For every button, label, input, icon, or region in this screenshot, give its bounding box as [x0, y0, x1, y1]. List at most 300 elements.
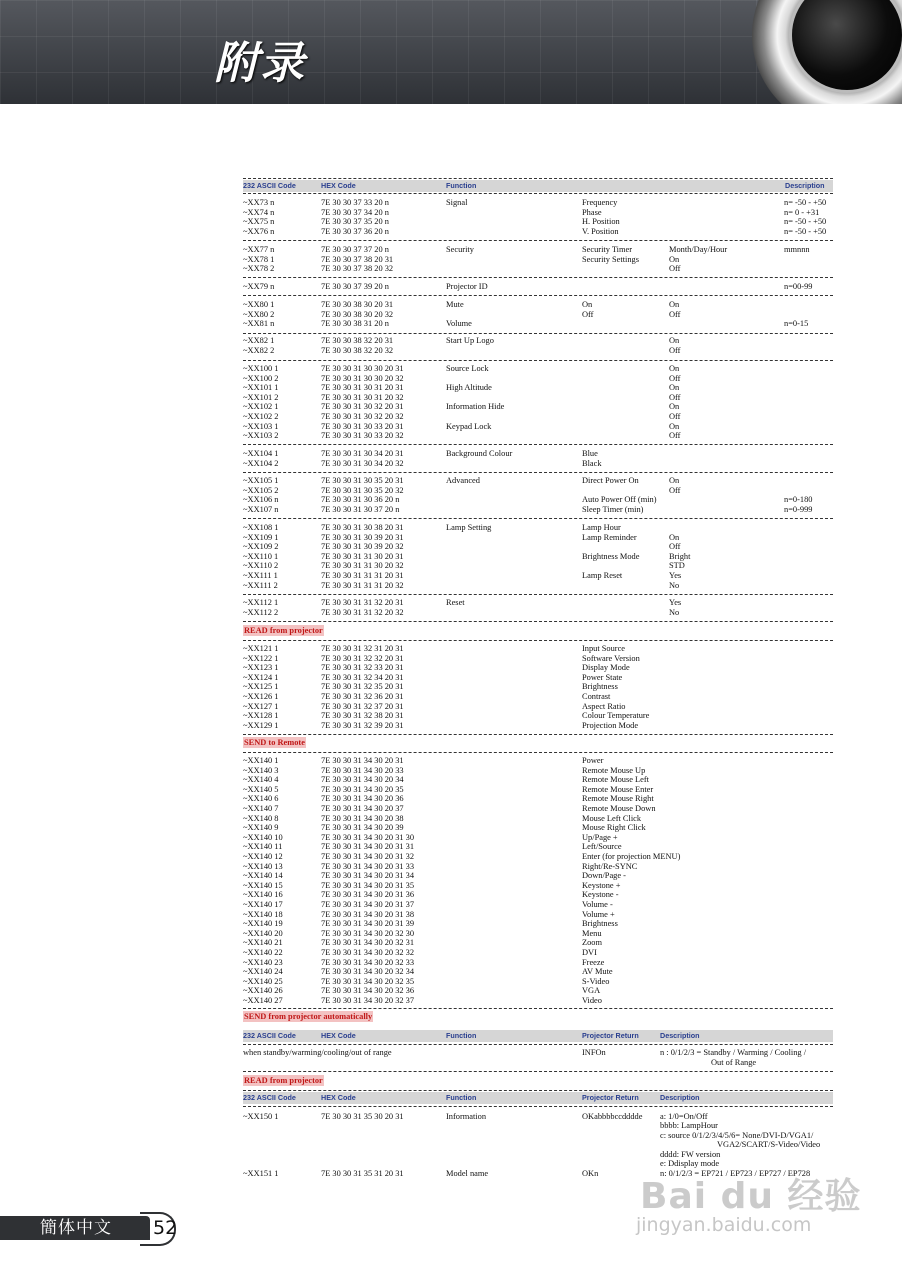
cell-hex-code: 7E 30 30 31 30 31 20 32 [321, 392, 404, 402]
command-row [243, 608, 835, 618]
command-row [243, 552, 835, 562]
cell-param: Right/Re-SYNC [582, 861, 638, 871]
header-banner [0, 0, 902, 104]
cell-hex-code: 7E 30 30 31 30 39 20 31 [321, 532, 404, 542]
cell-hex-code: 7E 30 30 31 34 30 20 36 [321, 794, 404, 804]
cell-ascii-code: ~XX140 14 [243, 871, 283, 881]
cell-function: Mute [446, 300, 464, 309]
cell-hex-code: 7E 30 30 31 30 37 20 n [321, 504, 400, 514]
cell-param: Remote Mouse Left [582, 775, 649, 785]
cell-value: On [669, 421, 680, 431]
cell-ascii-code: ~XX82 2 [243, 345, 275, 355]
section-divider [243, 1008, 833, 1009]
cell-hex-code: 7E 30 30 31 31 32 20 31 [321, 598, 404, 607]
header-function: Function [446, 1031, 477, 1040]
cell-ascii-code: ~XX128 1 [243, 711, 279, 721]
cell-hex-code: 7E 30 30 38 32 20 31 [321, 336, 394, 345]
cell-hex-code: 7E 30 30 31 30 34 20 32 [321, 458, 404, 468]
header-hex: HEX Code [321, 1093, 356, 1102]
cell-ascii-code: ~XX140 21 [243, 938, 283, 948]
command-row [243, 476, 835, 486]
cell-param: Up/Page + [582, 832, 618, 842]
section-divider [243, 621, 833, 622]
command-row [243, 561, 835, 571]
command-row [243, 217, 835, 227]
table-header-row [243, 1031, 835, 1041]
cell-hex-code: 7E 30 30 31 34 30 20 31 [321, 756, 404, 765]
command-row [243, 431, 835, 441]
cell-hex-code: 7E 30 30 31 32 36 20 31 [321, 692, 404, 701]
command-row [243, 919, 835, 929]
cell-ascii-code: ~XX121 1 [243, 644, 279, 653]
info-desc-line: e: Ddisplay mode [660, 1159, 720, 1168]
cell-ascii-code: ~XX140 27 [243, 996, 283, 1005]
command-row [243, 900, 835, 910]
cell-hex-code: 7E 30 30 31 34 30 20 34 [321, 775, 404, 785]
cell-hex-code: 7E 30 30 31 34 30 20 38 [321, 813, 404, 823]
cell-ascii-code: ~XX140 18 [243, 909, 283, 919]
cell-hex-code: 7E 30 30 31 34 30 20 31 35 [321, 880, 415, 890]
cell-hex-code: 7E 30 30 31 32 38 20 31 [321, 711, 404, 721]
cell-ascii-code: ~XX123 1 [243, 663, 279, 673]
cell-ascii-code: ~XX78 1 [243, 254, 275, 264]
cell-hex-code: 7E 30 30 31 34 30 20 32 35 [321, 976, 415, 986]
cell-param: Video [582, 996, 602, 1005]
section-title-send_remote: SEND to Remote [244, 738, 305, 747]
command-row [243, 227, 835, 237]
cell-param: Mouse Right Click [582, 823, 646, 833]
cell-hex-code: 7E 30 30 31 30 34 20 31 [321, 449, 404, 458]
cell-param: Down/Page - [582, 871, 626, 881]
cell-param: Lamp Hour [582, 523, 621, 532]
baidu-watermark [636, 1168, 866, 1248]
cell-range: n=0-180 [784, 495, 813, 505]
command-row [243, 542, 835, 552]
cell-value: Off [669, 373, 681, 383]
cell-param: Freeze [582, 957, 605, 967]
cell-hex-code: 7E 30 30 31 30 33 20 32 [321, 431, 404, 441]
cell-value: Off [669, 345, 681, 355]
cell-param: Remote Mouse Down [582, 804, 656, 813]
cell-ascii-code: ~XX101 1 [243, 383, 279, 393]
cell-param: Lamp Reset [582, 571, 623, 580]
command-row [243, 402, 835, 412]
cell-ascii-code: ~XX112 2 [243, 607, 279, 617]
command-row [243, 842, 835, 852]
header-ascii: 232 ASCII Code [243, 1031, 296, 1040]
cell-ascii-code: ~XX73 n [243, 198, 275, 207]
cell-ascii-code: ~XX103 1 [243, 421, 279, 431]
cell-hex-code: 7E 30 30 38 32 20 32 [321, 345, 394, 355]
cell-ascii-code: ~XX140 10 [243, 832, 283, 842]
cell-hex-code: 7E 30 30 31 32 37 20 31 [321, 701, 404, 711]
cell-hex-code: 7E 30 30 31 32 32 20 31 [321, 653, 404, 663]
auto-return: INFOn [582, 1048, 606, 1057]
lens-inner [792, 0, 902, 90]
cell-hex-code: 7E 30 30 31 32 35 20 31 [321, 682, 404, 692]
cell-hex-code: 7E 30 30 31 34 30 20 32 30 [321, 928, 415, 938]
cell-function: Start Up Logo [446, 336, 494, 345]
cell-return: OKabbbbccdddde [582, 1112, 643, 1121]
cell-param: Enter (for projection MENU) [582, 852, 681, 861]
cell-param: Volume + [582, 909, 615, 919]
cell-value: Yes [669, 571, 682, 580]
cell-ascii-code: ~XX129 1 [243, 720, 279, 730]
command-row [243, 282, 835, 292]
cell-ascii-code: ~XX140 4 [243, 775, 279, 785]
cell-hex-code: 7E 30 30 31 32 31 20 31 [321, 644, 404, 653]
cell-ascii-code: ~XX140 3 [243, 765, 279, 775]
command-row [243, 756, 835, 766]
cell-function: Information [446, 1112, 487, 1121]
cell-ascii-code: ~XX80 2 [243, 309, 275, 319]
cell-hex-code: 7E 30 30 31 34 30 20 32 37 [321, 996, 415, 1005]
cell-param: Power [582, 756, 604, 765]
cell-hex-code: 7E 30 30 31 34 30 20 31 30 [321, 832, 415, 842]
command-row [243, 486, 835, 496]
page-footer [0, 1208, 180, 1248]
cell-function: High Altitude [446, 383, 492, 393]
cell-hex-code: 7E 30 30 38 31 20 n [321, 319, 389, 329]
cell-ascii-code: ~XX140 13 [243, 861, 283, 871]
cell-hex-code: 7E 30 30 31 34 30 20 31 33 [321, 861, 415, 871]
cell-ascii-code: ~XX140 7 [243, 804, 279, 813]
section-divider [243, 178, 833, 179]
command-row [243, 319, 835, 329]
header-description: Description [660, 1031, 700, 1040]
cell-function: Reset [446, 598, 465, 607]
cell-value: On [669, 300, 680, 309]
cell-range: n=00-99 [784, 282, 813, 291]
cell-ascii-code: ~XX140 22 [243, 948, 283, 957]
cell-param: Remote Mouse Right [582, 794, 654, 804]
cell-ascii-code: ~XX102 2 [243, 412, 279, 421]
command-row [243, 814, 835, 824]
cell-hex-code: 7E 30 30 31 30 39 20 32 [321, 542, 404, 552]
section-divider [243, 1071, 833, 1072]
projector-lens-graphic [752, 0, 902, 104]
header-hex: HEX Code [321, 181, 356, 190]
cell-function: Projector ID [446, 282, 488, 291]
cell-function: Volume [446, 319, 472, 329]
cell-param: Remote Mouse Enter [582, 784, 654, 794]
cell-hex-code: 7E 30 30 31 30 31 20 31 [321, 383, 404, 393]
cell-range: mmnnn [784, 245, 810, 254]
cell-ascii-code: ~XX140 17 [243, 900, 283, 909]
cell-ascii-code: ~XX125 1 [243, 682, 279, 692]
cell-hex-code: 7E 30 30 31 32 33 20 31 [321, 663, 404, 673]
command-row [243, 505, 835, 515]
cell-hex-code: 7E 30 30 31 34 30 20 31 38 [321, 909, 415, 919]
cell-ascii-code: ~XX100 1 [243, 364, 279, 373]
command-row [243, 245, 835, 255]
header-projector-return: Projector Return [582, 1093, 639, 1102]
cell-param: Off [582, 309, 594, 319]
section-divider [243, 240, 833, 241]
cell-ascii-code: ~XX124 1 [243, 672, 279, 682]
cell-hex-code: 7E 30 30 31 34 30 20 32 33 [321, 957, 415, 967]
cell-hex-code: 7E 30 30 31 30 32 20 32 [321, 412, 404, 421]
command-row [243, 459, 835, 469]
cell-hex-code: 7E 30 30 31 34 30 20 35 [321, 784, 404, 794]
watermark-logo: Bai du 经验 [640, 1176, 862, 1217]
cell-param: Frequency [582, 198, 618, 207]
cell-ascii-code: ~XX80 1 [243, 300, 275, 309]
cell-param: Power State [582, 672, 623, 682]
cell-param: Brightness Mode [582, 551, 640, 561]
section-divider [243, 360, 833, 361]
cell-hex-code: 7E 30 30 31 31 30 20 32 [321, 561, 404, 571]
command-row [243, 958, 835, 968]
cell-param: AV Mute [582, 967, 613, 977]
cell-value: Off [669, 485, 681, 495]
header-description: Description [660, 1093, 700, 1102]
cell-value: Yes [669, 598, 682, 607]
command-row [243, 383, 835, 393]
cell-value: Off [669, 392, 681, 402]
cell-ascii-code: ~XX140 11 [243, 842, 283, 852]
cell-ascii-code: ~XX140 6 [243, 794, 279, 804]
cell-hex-code: 7E 30 30 31 32 39 20 31 [321, 720, 404, 730]
section-divider [243, 277, 833, 278]
command-row [243, 412, 835, 422]
command-row [243, 644, 835, 654]
cell-hex-code: 7E 30 30 38 30 20 32 [321, 309, 394, 319]
command-row [243, 598, 835, 608]
cell-param: Projection Mode [582, 720, 639, 730]
cell-hex-code: 7E 30 30 31 34 30 20 31 37 [321, 900, 415, 909]
cell-value: On [669, 254, 680, 264]
section-divider [243, 640, 833, 641]
cell-ascii-code: ~XX105 2 [243, 485, 279, 495]
cell-param: Keystone - [582, 890, 619, 900]
cell-param: Lamp Reminder [582, 532, 637, 542]
cell-range: n= 0 - +31 [784, 207, 820, 217]
cell-ascii-code: ~XX105 1 [243, 476, 279, 485]
command-row [243, 364, 835, 374]
table-header-row [243, 1093, 835, 1103]
cell-ascii-code: ~XX106 n [243, 495, 279, 505]
cell-value: Off [669, 309, 681, 319]
cell-ascii-code: ~XX111 2 [243, 580, 278, 590]
cell-param: Brightness [582, 919, 618, 929]
header-function: Function [446, 1093, 477, 1102]
cell-param: Software Version [582, 653, 640, 663]
cell-ascii-code: ~XX112 1 [243, 598, 279, 607]
table-header-row [243, 181, 835, 191]
cell-ascii-code: ~XX127 1 [243, 701, 279, 711]
page-title: 附录 [214, 38, 306, 89]
cell-ascii-code: ~XX140 5 [243, 784, 279, 794]
cell-value: Bright [669, 551, 691, 561]
cell-param: Sleep Timer (min) [582, 504, 644, 514]
cell-hex-code: 7E 30 30 31 30 30 20 31 [321, 364, 404, 373]
cell-param: On [582, 300, 593, 309]
header-description: Description [785, 181, 825, 190]
info-desc-line: a: 1/0=On/Off [660, 1112, 708, 1121]
cell-value: Month/Day/Hour [669, 245, 728, 254]
cell-value: On [669, 476, 680, 485]
cell-function: Signal [446, 198, 468, 207]
cell-hex-code: 7E 30 30 31 34 30 20 32 36 [321, 986, 415, 996]
cell-hex-code: 7E 30 30 31 32 34 20 31 [321, 672, 404, 682]
auto-row [243, 1048, 835, 1058]
cell-hex-code: 7E 30 30 37 39 20 n [321, 282, 389, 291]
command-row [243, 346, 835, 356]
info-desc-line: c: source 0/1/2/3/4/5/6= None/DVI-D/VGA1/ [660, 1130, 814, 1140]
cell-value: On [669, 364, 680, 373]
cell-ascii-code: ~XX140 25 [243, 976, 283, 986]
cell-ascii-code: ~XX75 n [243, 217, 275, 227]
header-hex: HEX Code [321, 1031, 356, 1040]
cell-value: No [669, 607, 680, 617]
cell-ascii-code: ~XX140 23 [243, 957, 283, 967]
cell-ascii-code: ~XX140 20 [243, 928, 283, 938]
cell-hex-code: 7E 30 30 37 33 20 n [321, 198, 389, 207]
info-desc-line: bbbb: LampHour [660, 1121, 718, 1131]
command-row [243, 881, 835, 891]
command-row [243, 794, 835, 804]
command-row [243, 422, 835, 432]
cell-ascii-code: ~XX140 15 [243, 880, 283, 890]
cell-return: OKn [582, 1169, 599, 1178]
cell-ascii-code: ~XX109 2 [243, 542, 279, 552]
command-row [243, 890, 835, 900]
header-projector-return: Projector Return [582, 1031, 639, 1040]
section-title-send_auto: SEND from projector automatically [244, 1012, 373, 1021]
section-divider [243, 472, 833, 473]
command-row [243, 711, 835, 721]
cell-param: V. Position [582, 226, 619, 236]
command-row [243, 300, 835, 310]
cell-function: Model name [446, 1169, 489, 1178]
section-divider [243, 1090, 833, 1091]
cell-ascii-code: ~XX77 n [243, 245, 275, 254]
command-row [243, 910, 835, 920]
command-row [243, 495, 835, 505]
cell-hex-code: 7E 30 30 31 34 30 20 37 [321, 804, 404, 813]
cell-model-desc: n: 0/1/2/3 = EP721 / EP723 / EP727 / EP728 [660, 1169, 811, 1178]
cell-hex-code: 7E 30 30 31 34 30 20 31 32 [321, 852, 415, 861]
section-divider [243, 594, 833, 595]
cell-function: Lamp Setting [446, 523, 492, 532]
command-row [243, 255, 835, 265]
command-row [243, 948, 835, 958]
cell-hex-code: 7E 30 30 31 30 38 20 31 [321, 523, 404, 532]
watermark-url: jingyan.baidu.com [636, 1214, 812, 1236]
command-row [243, 929, 835, 939]
cell-ascii-code: ~XX140 12 [243, 852, 283, 861]
cell-hex-code: 7E 30 30 31 31 30 20 31 [321, 551, 404, 561]
cell-value: No [669, 580, 680, 590]
cell-param: Volume - [582, 900, 613, 909]
cell-ascii-code: ~XX79 n [243, 282, 275, 291]
cell-param: Security Timer [582, 245, 633, 254]
command-row [243, 310, 835, 320]
cell-ascii-code: ~XX110 2 [243, 561, 279, 571]
cell-param: Black [582, 458, 602, 468]
cell-ascii-code: ~XX101 2 [243, 392, 279, 402]
section-divider [243, 518, 833, 519]
info-desc-line: dddd: FW version [660, 1149, 721, 1159]
command-row [243, 336, 835, 346]
cell-ascii-code: ~XX140 9 [243, 823, 279, 833]
cell-ascii-code: ~XX126 1 [243, 692, 279, 701]
cell-param: Left/Source [582, 842, 622, 852]
cell-hex-code: 7E 30 30 37 38 20 32 [321, 264, 394, 274]
cell-hex-code: 7E 30 30 38 30 20 31 [321, 300, 394, 309]
cell-hex-code: 7E 30 30 31 30 36 20 n [321, 495, 400, 505]
cell-hex-code: 7E 30 30 31 31 31 20 32 [321, 580, 404, 590]
cell-hex-code: 7E 30 30 31 34 30 20 31 31 [321, 842, 415, 852]
auto-desc-line2: Out of Range [711, 1058, 757, 1067]
command-row [243, 264, 835, 274]
cell-param: Contrast [582, 692, 611, 701]
cell-ascii-code: ~XX140 24 [243, 967, 283, 977]
cell-param: Blue [582, 449, 598, 458]
cell-hex-code: 7E 30 30 31 30 30 20 32 [321, 373, 404, 383]
info-desc-line: VGA2/SCART/S-Video/Video [717, 1140, 821, 1150]
cell-ascii-code: ~XX150 1 [243, 1112, 279, 1121]
command-row [243, 852, 835, 862]
command-row [243, 967, 835, 977]
cell-ascii-code: ~XX74 n [243, 207, 275, 217]
cell-ascii-code: ~XX109 1 [243, 532, 279, 542]
cell-ascii-code: ~XX110 1 [243, 551, 279, 561]
cell-ascii-code: ~XX122 1 [243, 653, 279, 663]
cell-hex-code: 7E 30 30 31 35 31 20 31 [321, 1169, 404, 1178]
command-row [243, 449, 835, 459]
cell-hex-code: 7E 30 30 37 36 20 n [321, 226, 389, 236]
section-divider [243, 734, 833, 735]
cell-param: Input Source [582, 644, 626, 653]
section-divider [243, 752, 833, 753]
cell-ascii-code: ~XX111 1 [243, 571, 278, 580]
command-row [243, 571, 835, 581]
cell-ascii-code: ~XX100 2 [243, 373, 279, 383]
cell-hex-code: 7E 30 30 31 30 35 20 31 [321, 476, 404, 485]
command-row [243, 682, 835, 692]
cell-param: Phase [582, 207, 602, 217]
auto-desc-line1: n : 0/1/2/3 = Standby / Warming / Cooling / [660, 1048, 807, 1057]
footer-language-label: 簡体中文 [40, 1218, 112, 1238]
section-divider [243, 1044, 833, 1045]
command-row [243, 938, 835, 948]
cell-hex-code: 7E 30 30 37 34 20 n [321, 207, 389, 217]
cell-param: DVI [582, 948, 597, 957]
cell-ascii-code: ~XX81 n [243, 319, 275, 329]
cell-hex-code: 7E 30 30 31 31 31 20 31 [321, 571, 404, 580]
cell-param: Display Mode [582, 663, 630, 673]
cell-value: STD [669, 561, 685, 571]
cell-param: S-Video [582, 976, 610, 986]
cell-ascii-code: ~XX107 n [243, 504, 279, 514]
page-number: 52 [153, 1217, 178, 1239]
cell-ascii-code: ~XX82 1 [243, 336, 275, 345]
cell-hex-code: 7E 30 30 31 34 30 20 32 31 [321, 938, 415, 948]
cell-param: Menu [582, 928, 602, 938]
cell-hex-code: 7E 30 30 31 34 30 20 32 34 [321, 967, 415, 977]
cell-function: Keypad Lock [446, 421, 492, 431]
command-row [243, 702, 835, 712]
cell-hex-code: 7E 30 30 31 35 30 20 31 [321, 1112, 404, 1121]
cell-hex-code: 7E 30 30 37 35 20 n [321, 217, 389, 227]
cell-param: Aspect Ratio [582, 701, 626, 711]
command-row [243, 692, 835, 702]
command-row [243, 833, 835, 843]
command-row [243, 862, 835, 872]
cell-param: VGA [582, 986, 601, 996]
